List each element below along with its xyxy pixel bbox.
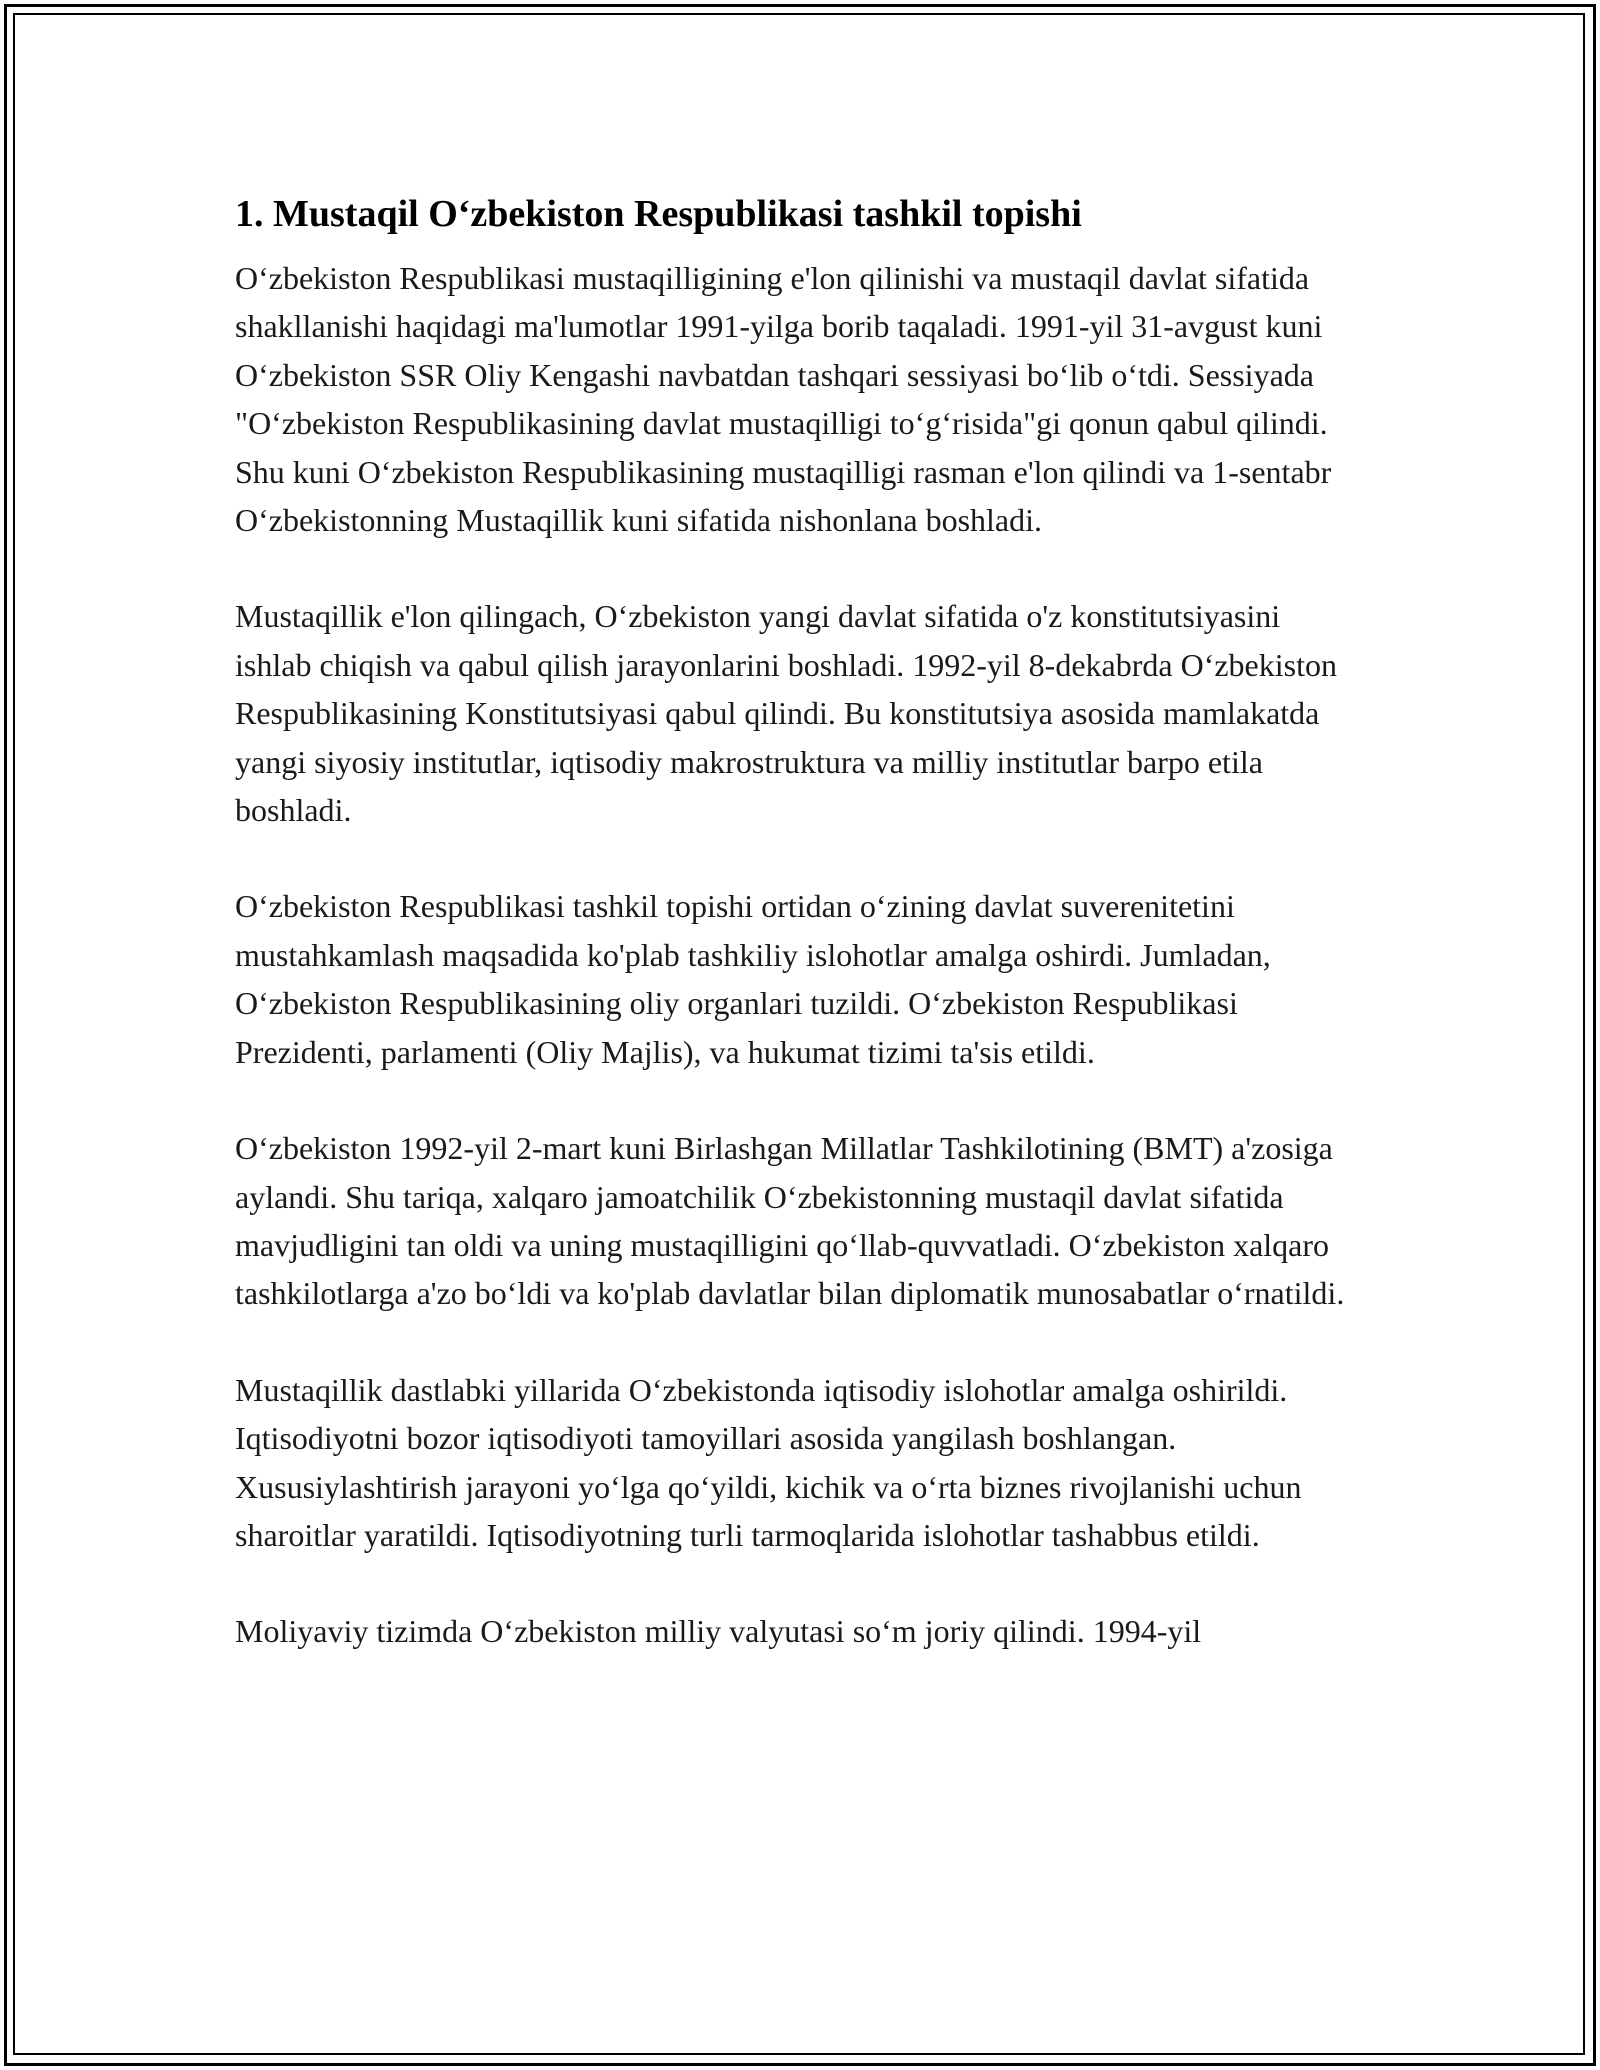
document-body bbox=[235, 186, 1355, 1704]
paragraph-independence-declaration: O‘zbekiston Respublikasi mustaqilligining e'lon qilinishi va mustaqil davlat sifatida shakllanishi haqidagi ma'lumotlar 1991-yilga borib taqaladi. 1991-yil 31-avgust kuni O‘zbekiston SSR Oliy Kengashi navbatdan tashqari sessiyasi bo‘lib o‘tdi. Sessiyada "O‘zbekiston Respublikasining davlat mustaqilligi to‘g‘risida"gi qonun qabul qilindi. Shu kuni O‘zbekiston Respublikasining mustaqilligi rasman e'lon qilindi va 1-sentabr O‘zbekistonning Mustaqillik kuni sifatida nishonlana boshladi. bbox=[235, 260, 1332, 539]
paragraph-state-organs: O‘zbekiston Respublikasi tashkil topishi ortidan o‘zining davlat suverenitetini mustahkamlash maqsadida ko'plab tashkiliy islohotlar amalga oshirdi. Jumladan, O‘zbekiston Respublikasining oliy organlari tuzildi. O‘zbekiston Respublikasi Prezidenti, parlamenti (Oliy Majlis), va hukumat tizimi ta'sis etildi. bbox=[235, 888, 1271, 1070]
paragraph-un-membership: O‘zbekiston 1992-yil 2-mart kuni Birlashgan Millatlar Tashkilotining (BMT) a'zosiga aylandi. Shu tariqa, xalqaro jamoatchilik O‘zbekistonning mustaqil davlat sifatida mavjudligini tan oldi va uning mustaqilligini qo‘llab-quvvatladi. O‘zbekiston xalqaro tashkilotlarga a'zo bo‘ldi va ko'plab davlatlar bilan diplomatik munosabatlar o‘rnatildi. bbox=[235, 1130, 1345, 1312]
paragraph-financial-system: Moliyaviy tizimda O‘zbekiston milliy valyutasi so‘m joriy qilindi. 1994-yil bbox=[235, 1613, 1202, 1650]
paragraph-economic-reforms: Mustaqillik dastlabki yillarida O‘zbekistonda iqtisodiy islohotlar amalga oshirildi. Iqtisodiyotni bozor iqtisodiyoti tamoyillari asosida yangilash boshlangan. Xususiylashtirish jarayoni yo‘lga qo‘yildi, kichik va o‘rta biznes rivojlanishi uchun sharoitlar yaratildi. Iqtisodiyotning turli tarmoqlarida islohotlar tashabbus etildi. bbox=[235, 1371, 1302, 1553]
paragraph-constitution: Mustaqillik e'lon qilingach, O‘zbekiston yangi davlat sifatida o'z konstitutsiyasini ishlab chiqish va qabul qilish jarayonlarini boshladi. 1992-yil 8-dekabrda O‘zbekiston Respublikasining Konstitutsiyasi qabul qilindi. Bu konstitutsiya asosida mamlakatda yangi siyosiy institutlar, iqtisodiy makrostruktura va milliy institutlar barpo etila boshladi. bbox=[235, 598, 1337, 829]
section-heading: 1. Mustaqil O‘zbekiston Respublikasi tashkil topishi bbox=[235, 193, 1082, 235]
